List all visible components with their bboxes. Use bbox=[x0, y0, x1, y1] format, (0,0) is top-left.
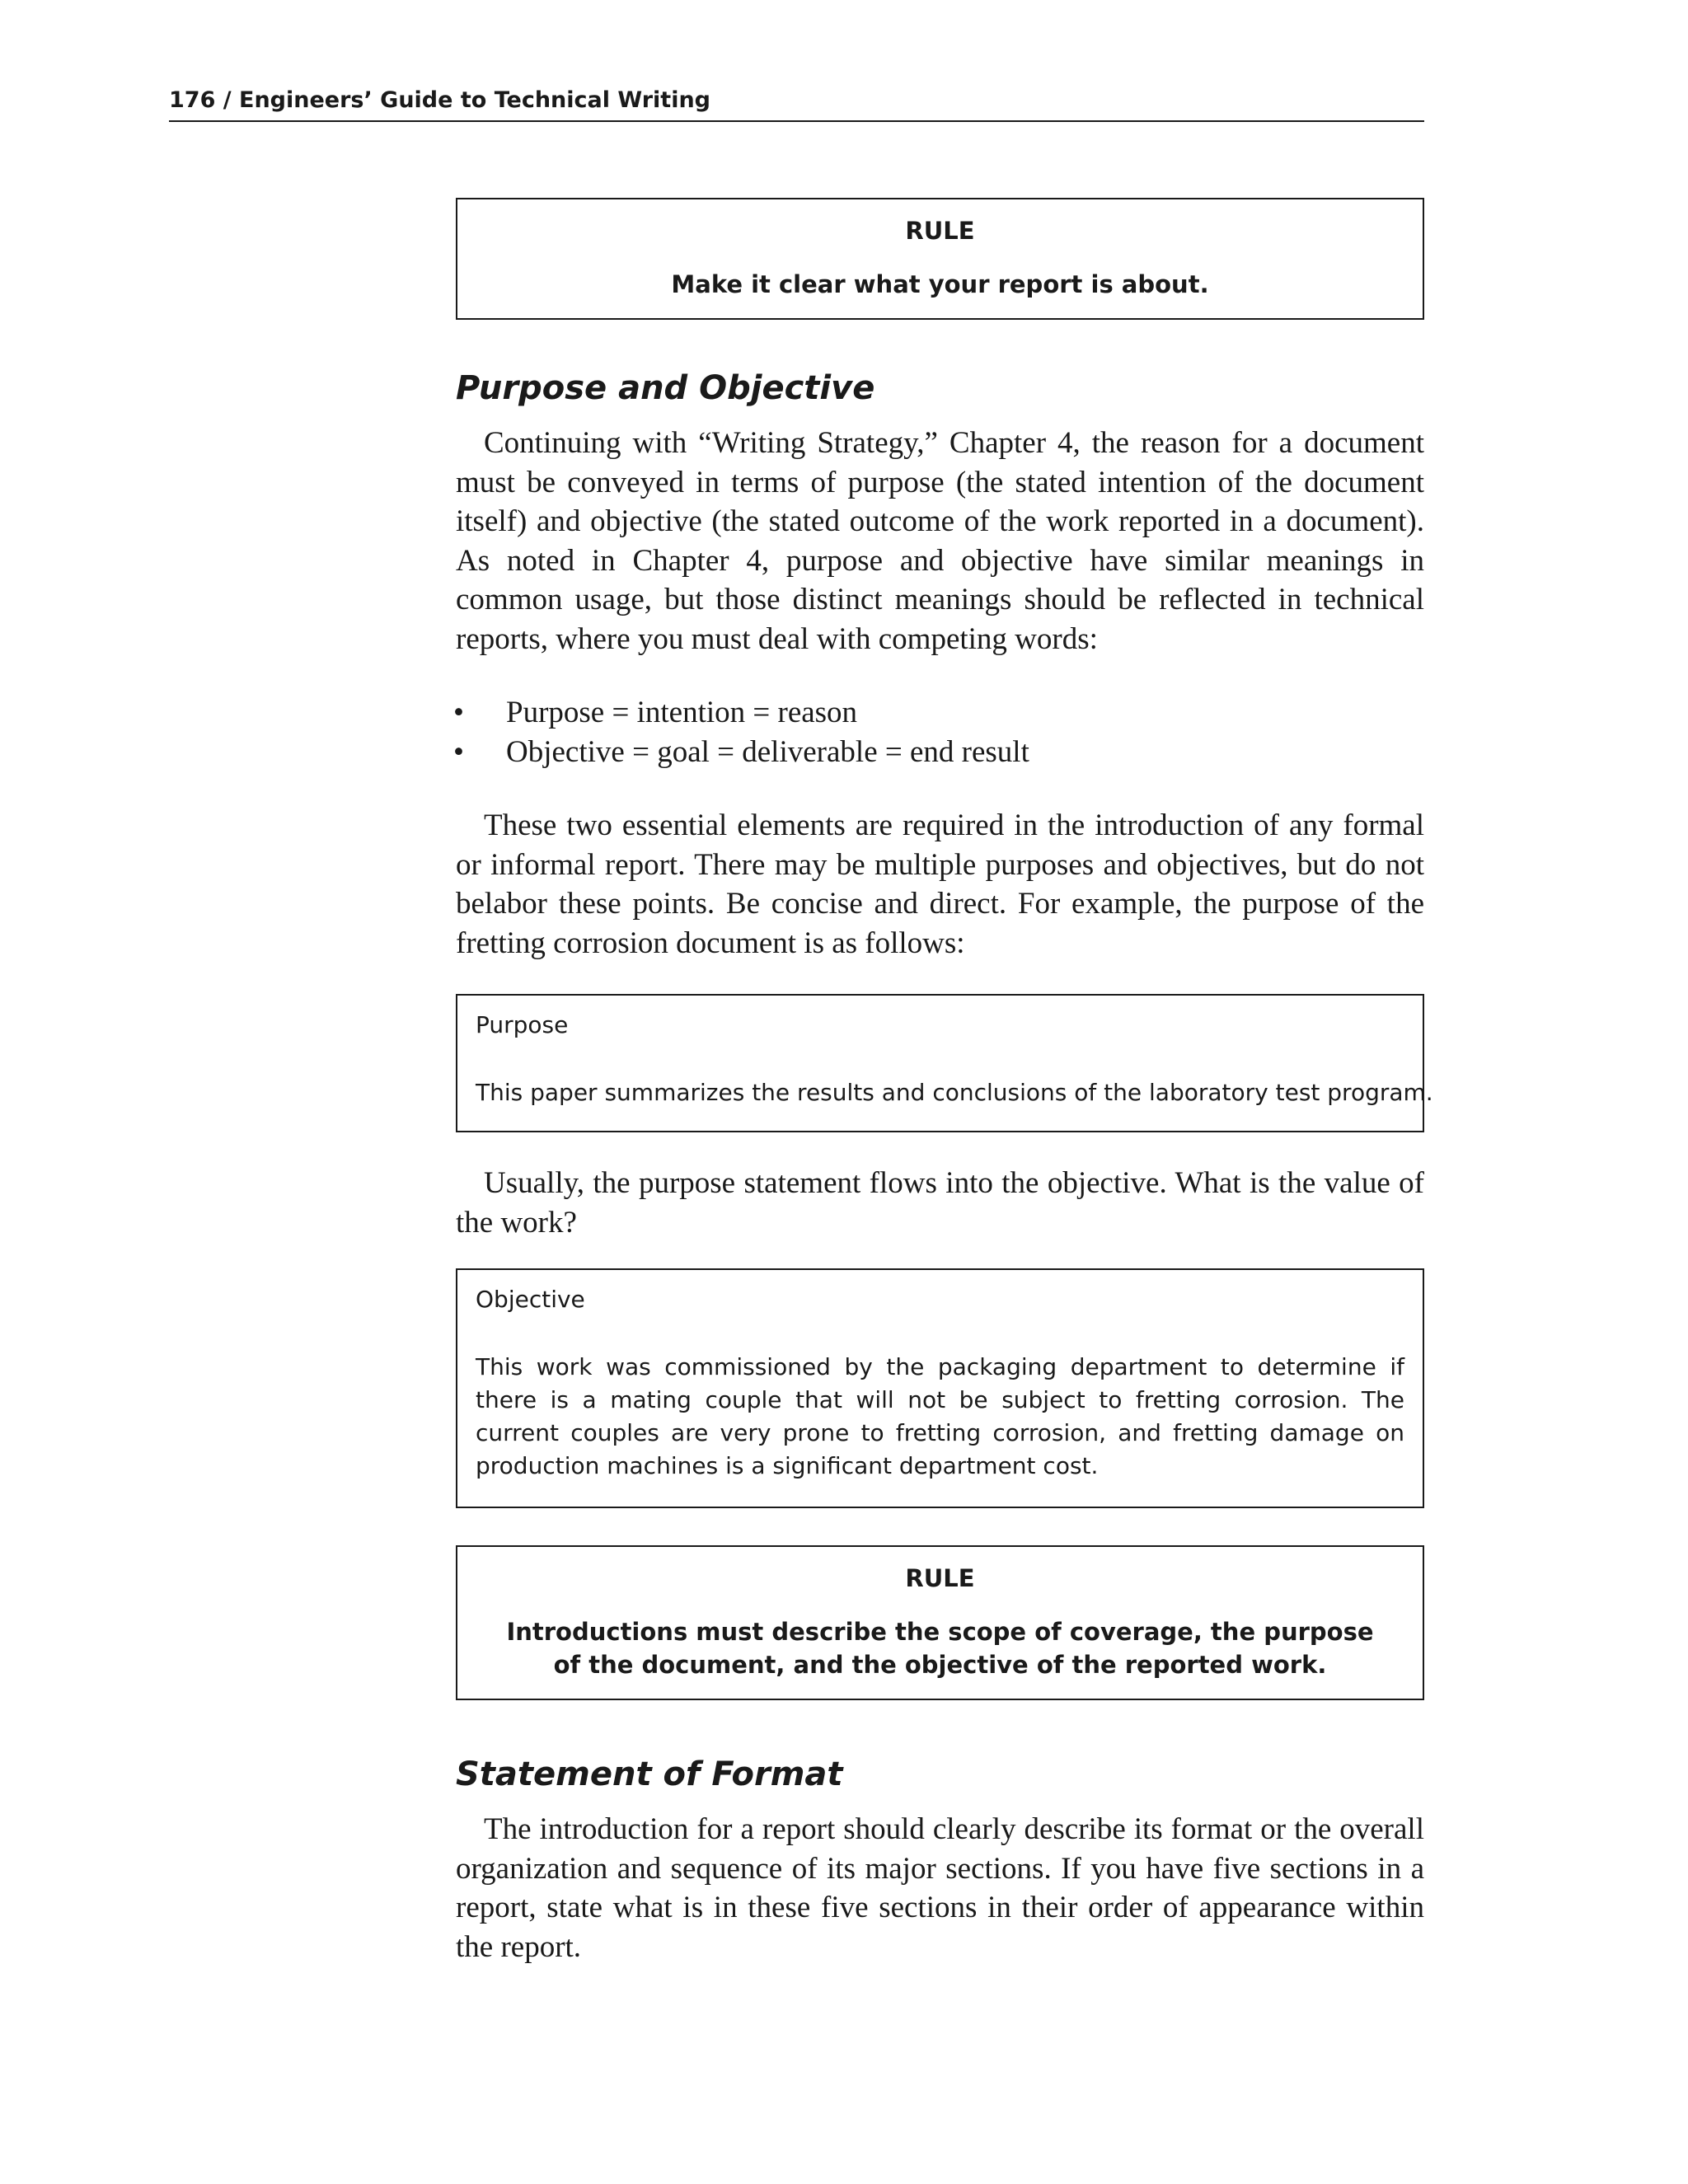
example-text: This paper summarizes the results and conclusions of the laboratory test program. bbox=[476, 1079, 1433, 1106]
rule-title: RULE bbox=[905, 1564, 975, 1592]
rule-box bbox=[456, 1545, 1424, 1700]
rule-text: Make it clear what your report is about. bbox=[671, 270, 1209, 298]
bullet-list bbox=[453, 693, 1424, 771]
paragraph: The introduction for a report should clearly describe its format or the overall organization and sequence of its major sections. If you have five sections in a report, state what is in these five sections in their order of appearance within the report. bbox=[456, 1812, 1424, 1964]
paragraph: Continuing with “Writing Strategy,” Chapter 4, the reason for a document must be conveyed in terms of purpose (the stated intention of the document itself) and objective (the stated outcome of the work reported in a document). As noted in Chapter 4, purpose and objective have similar meanings in common usage, but those distinct meanings should be reflected in technical reports, where you must deal with competing words: bbox=[456, 426, 1424, 656]
rule-text-line-2: of the document, and the objective of the reported work. bbox=[553, 1651, 1327, 1679]
rule-title: RULE bbox=[905, 217, 975, 245]
list-item-text: Objective = goal = deliverable = end result bbox=[506, 734, 1029, 769]
bullet-symbol: • bbox=[453, 734, 464, 769]
section-heading-purpose-objective: Purpose and Objective bbox=[456, 369, 875, 407]
purpose-example-box bbox=[456, 994, 1433, 1132]
paragraph: These two essential elements are required in the introduction of any formal or informal report. There may be multiple purposes and objectives, but do not belabor these points. Be concise and direct. For example, the purpose of the fretting corrosion document is as follows: bbox=[456, 808, 1424, 960]
rule-text-line-1: Introductions must describe the scope of coverage, the purpose bbox=[506, 1618, 1374, 1646]
list-item bbox=[453, 693, 1424, 733]
example-label: Objective bbox=[476, 1286, 585, 1313]
running-header: 176 / Engineers’ Guide to Technical Writing bbox=[169, 82, 1424, 122]
section-heading-statement-of-format: Statement of Format bbox=[456, 1755, 843, 1793]
list-item-text: Purpose = intention = reason bbox=[506, 696, 858, 729]
example-label: Purpose bbox=[476, 1011, 569, 1038]
example-text: This work was commissioned by the packaging department to determine if there is a mating couple that will not be subject to fretting corrosion. The current couples are very prone to fretting corrosion, and fretting damage on production machines is a significant department cost. bbox=[476, 1353, 1404, 1479]
page-content bbox=[453, 198, 1433, 1966]
rule-box bbox=[456, 198, 1424, 320]
bullet-symbol: • bbox=[453, 696, 464, 729]
list-item bbox=[453, 733, 1424, 772]
objective-example-box bbox=[456, 1268, 1424, 1508]
paragraph: Usually, the purpose statement flows into the objective. What is the value of the work? bbox=[456, 1166, 1424, 1240]
